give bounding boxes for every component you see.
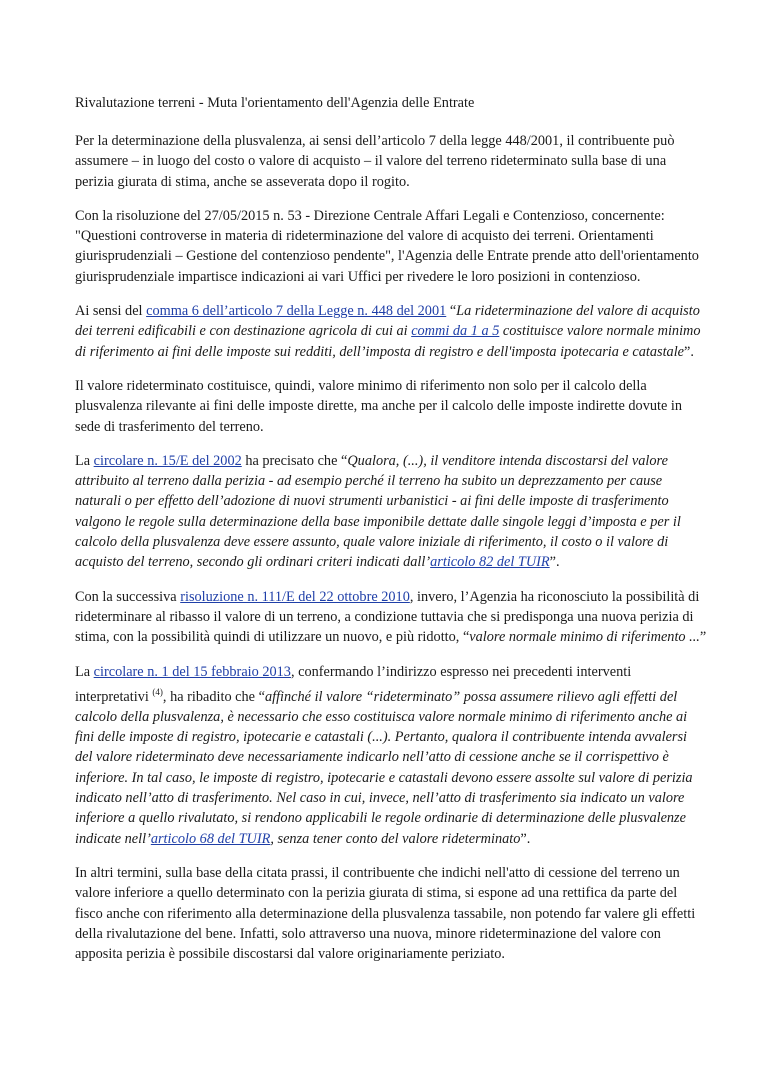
paragraph-5-quote: Qualora, (...), il venditore intenda discostarsi del valore attribuito al terreno dalla perizia - ad esempio perché il terreno ha subito un deprezzamento per cause naturali o per effetto dell’adozione di nuovi strumenti urbanistici - ai fini delle imposte di trasferimento valgono le regole sulla determinazione della base imponibile dettate dalle singole leggi d’imposta e per il calcolo della plusvalenza deve essere assunto, quale valore iniziale di riferimento, il costo o il valore di acquisto del terreno, secondo gli ordinari criteri indicati dall’ — [75, 452, 681, 571]
paragraph-5-text: ”. — [549, 554, 560, 571]
paragraph-6-text: ” — [699, 629, 707, 646]
paragraph-7-text: La — [75, 663, 94, 680]
document-title: Rivalutazione terreni - Muta l'orientamento dell'Agenzia delle Entrate — [75, 95, 475, 111]
paragraph-3-text: “ — [446, 303, 457, 320]
paragraph-6-text: Con la successiva — [75, 588, 181, 605]
paragraph-3-quote: La rideterminazione del valore di acquisto dei terreni edificabili e con destinazione agricola di cui ai — [75, 303, 700, 340]
paragraph-7-text: , ha ribadito che “ — [162, 688, 265, 705]
footnote-reference[interactable]: (4) — [152, 686, 163, 697]
link-circolare-15e-2002[interactable]: circolare n. 15/E del 2002 — [93, 452, 242, 469]
paragraph-6-quote: valore normale minimo di riferimento ... — [469, 629, 700, 646]
paragraph-6 — [75, 587, 708, 648]
paragraph-3-text: Ai sensi del — [75, 303, 147, 320]
link-commi-da-1-a-5[interactable]: commi da 1 a 5 — [411, 323, 500, 340]
paragraph-2: Con la risoluzione del 27/05/2015 n. 53 - Direzione Centrale Affari Legali e Contenzioso, concernente: "Questioni controverse in materia di rideterminazione del valore di acquisto dei terreni. Orientamenti giurisprudenziali – Gestione del contenzioso pendente", l'Agenzia delle Entrate prende atto dell'orientamento giurisprudenziale impartisce indicazioni ai vari Uffici per rivedere le loro posizioni in contenzioso. — [75, 207, 699, 285]
link-articolo-82-tuir[interactable]: articolo 82 del TUIR — [430, 554, 550, 571]
link-circolare-1-2013[interactable]: circolare n. 1 del 15 febbraio 2013 — [93, 663, 291, 680]
link-comma-6-articolo-7[interactable]: comma 6 dell’articolo 7 della Legge n. 448 del 2001 — [146, 303, 447, 320]
paragraph-7-text: ”. — [520, 830, 531, 847]
paragraph-7 — [75, 662, 708, 849]
link-articolo-68-tuir[interactable]: articolo 68 del TUIR — [150, 830, 271, 847]
paragraph-4: Il valore rideterminato costituisce, quindi, valore minimo di riferimento non solo per il calcolo della plusvalenza rilevante ai fini delle imposte dirette, ma anche per il calcolo delle imposte indirette dovute in sede di trasferimento del terreno. — [75, 377, 683, 435]
paragraph-7-text: , confermando l’indirizzo espresso nei precedenti interventi interpretativi — [75, 663, 632, 705]
paragraph-7-quote: , senza tener conto del valore rideterminato — [270, 830, 521, 847]
paragraph-8: In altri termini, sulla base della citata prassi, il contribuente che indichi nell'atto di cessione del terreno un valore inferiore a quello determinato con la perizia giurata di stima, si espone ad una rettifica da parte del fisco anche con riferimento alla determinazione della plusvalenza tassabile, non potendo far valere gli effetti della rivalutazione del bene. Infatti, solo attraverso una nuova, minore rideterminazione del valore con apposita perizia è possibile discostarsi dal valore originariamente periziato. — [75, 864, 696, 963]
paragraph-5-text: La — [75, 452, 94, 469]
paragraph-1: Per la determinazione della plusvalenza, ai sensi dell’articolo 7 della legge 448/2001, il contribuente può assumere – in luogo del costo o valore di acquisto – il valore del terreno rideterminato sulla base di una perizia giurata di stima, anche se asseverata dopo il rogito. — [75, 133, 675, 190]
paragraph-6-text: , invero, l’Agenzia ha riconosciuto la possibilità di rideterminare al ribasso il valore di un terreno, a condizione tuttavia che si predisponga una nuova perizia di stima, con la possibilità quindi di utilizzare un nuovo, e più ridotto, “ — [75, 588, 700, 646]
paragraph-7-quote: affinché il valore “rideterminato” possa assumere rilievo agli effetti del calcolo della plusvalenza, è necessario che esso costituisca valore normale minimo di riferimento anche ai fini delle imposte di registro, ipotecarie e catastali (...). Pertanto, qualora il contribuente intenda avvalersi del valore rideterminato deve necessariamente indicarlo nell’atto di cessione anche se il corrispettivo è inferiore. In tal caso, le imposte di registro, ipotecarie e catastali devono essere assolte sul valore di perizia indicato nell’atto di trasferimento. Nel caso in cui, invece, nell’atto di trasferimento sia indicato un valore inferiore a quello rivalutato, si rendono applicabili le regole ordinarie di determinazione delle plusvalenze indicate nell’ — [75, 688, 693, 847]
link-risoluzione-111e-2010[interactable]: risoluzione n. 111/E del 22 ottobre 2010 — [180, 588, 410, 605]
paragraph-3 — [75, 301, 708, 362]
paragraph-5-text: ha precisato che “ — [241, 452, 348, 469]
paragraph-3-quote: costituisce valore normale minimo di riferimento ai fini delle imposte sui redditi, dell’imposta di registro e dell'imposta ipotecaria e catastale — [75, 323, 701, 360]
paragraph-5 — [75, 451, 708, 573]
paragraph-3-text: ”. — [684, 343, 694, 360]
